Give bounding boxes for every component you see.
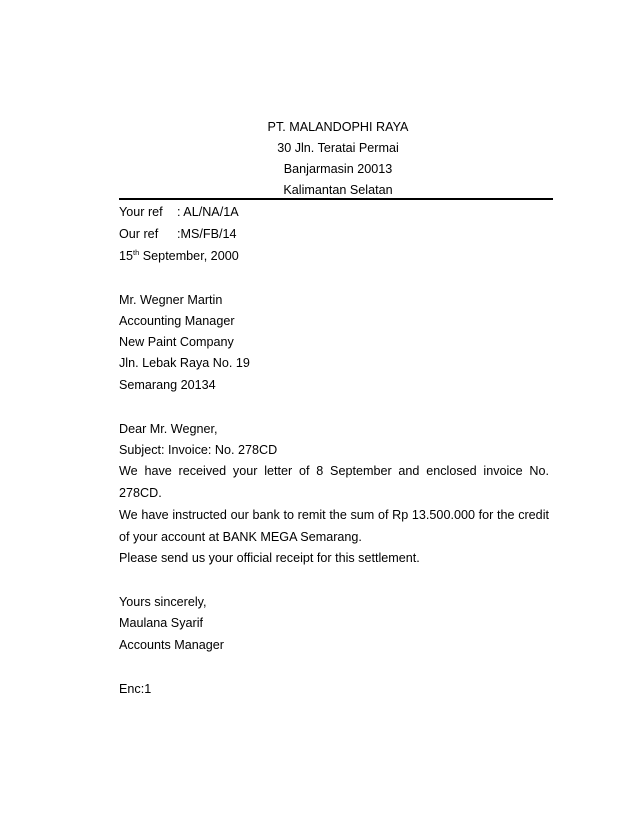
- body-line: Please send us your official receipt for this settlement.: [119, 551, 420, 565]
- closing: Yours sincerely,: [119, 595, 207, 609]
- our-ref-value: :MS/FB/14: [177, 227, 237, 241]
- salutation: Dear Mr. Wegner,: [119, 422, 218, 436]
- letter-date: [119, 248, 239, 264]
- recipient-title: Accounting Manager: [119, 314, 235, 328]
- body-line: 278CD.: [119, 486, 162, 500]
- your-ref-label: Your ref: [119, 205, 163, 219]
- company-province: Kalimantan Selatan: [283, 183, 393, 197]
- recipient-city: Semarang 20134: [119, 378, 216, 392]
- recipient-street: Jln. Lebak Raya No. 19: [119, 356, 250, 370]
- enclosure: Enc:1: [119, 682, 152, 696]
- body-line: We have received your letter of 8 September and enclosed invoice No.: [119, 464, 549, 478]
- subject-line: Subject: Invoice: No. 278CD: [119, 443, 278, 457]
- recipient-name: Mr. Wegner Martin: [119, 293, 223, 307]
- body-line: of your account at BANK MEGA Semarang.: [119, 530, 362, 544]
- our-ref: [119, 226, 237, 242]
- company-name: PT. MALANDOPHI RAYA: [267, 120, 409, 134]
- date-rest: September, 2000: [139, 249, 239, 263]
- body-line: We have instructed our bank to remit the sum of Rp 13.500.000 for the credit: [119, 508, 549, 522]
- our-ref-label: Our ref: [119, 227, 159, 241]
- your-ref: [119, 204, 239, 220]
- signer-name: Maulana Syarif: [119, 616, 203, 630]
- your-ref-value: : AL/NA/1A: [177, 205, 239, 219]
- company-street: 30 Jln. Teratai Permai: [277, 141, 399, 155]
- recipient-company: New Paint Company: [119, 335, 234, 349]
- date-day: 15: [119, 249, 134, 263]
- date-ordinal: th: [133, 248, 140, 257]
- letterhead-divider: [119, 198, 553, 200]
- signer-title: Accounts Manager: [119, 638, 225, 652]
- company-city: Banjarmasin 20013: [283, 162, 393, 176]
